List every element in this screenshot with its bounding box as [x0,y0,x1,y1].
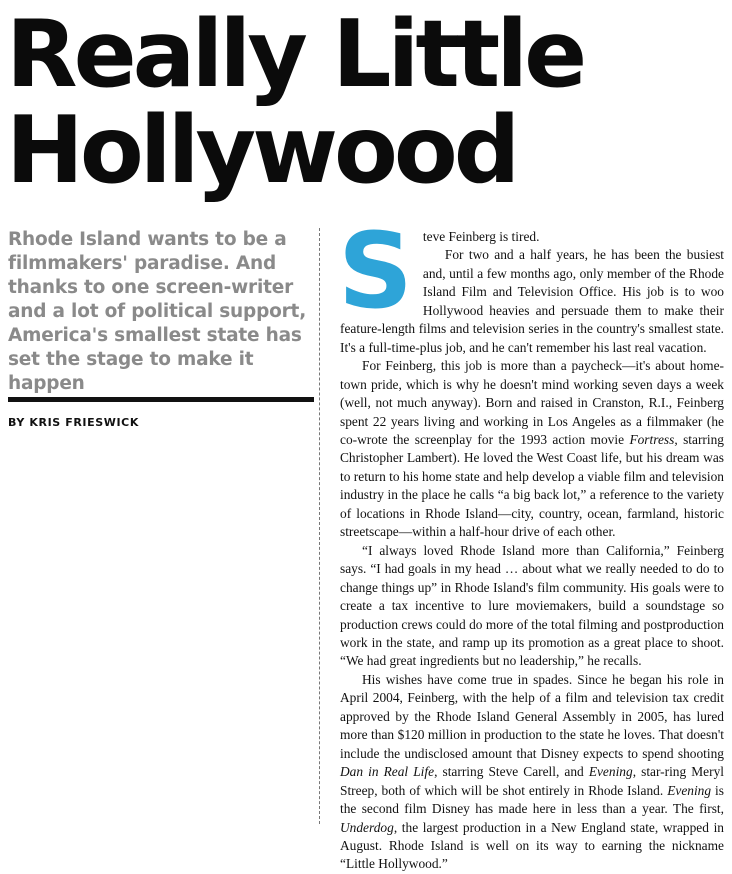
article-body [338,210,724,874]
paragraph-5 [340,671,724,874]
paragraph-3-text-a: For Feinberg, this job is more than a paycheck—it's about home-town pride, which is why he doesn't mind working seven days a week (well, not much anyway). Born and raised in Cranston, R.I., Feinberg spent 22 years living and working in Los Angeles as a filmmaker (he co-wrote the screenplay for the 1993 action movie [340,358,724,447]
paragraph-5-text-a: His wishes have come true in spades. Since he began his role in April 2004, Feinberg, with the help of a film and television tax credit approved by the Rhode Island General Assembly in 2005, has lured more than $120 million in production to the state he loves. That doesn't include the undisclosed amount that Disney expects to spend shooting [340,671,724,761]
paragraph-1: teve Feinberg is tired. [422,229,540,244]
headline [6,0,726,204]
film-title-evening-2: Evening [667,782,712,798]
headline-line-2: Hollywood [6,96,517,204]
paragraph-5-text-e: , the largest production in a New England state, wrapped in August. Rhode Island is well on its way to earning the nickname “Little Hollywood.” [340,819,724,872]
paragraph-2: For two and a half years, he has been the busiest and, until a few months ago, only member of the Rhode Island Film and Television Office. His job is to woo Hollywood heavies and persuade them to make their feature-length films and television series in the country's smallest state. It's a full-time-plus job, and he can't remember his last real vacation. [340,247,724,355]
paragraph-5-text-b: , starring Steve Carell, and [434,764,589,780]
paragraph-4: “I always loved Rhode Island more than California,” Feinberg says. “I had goals in my head … about what we really needed to do to change things up” in Rhode Island's film community. His goals were to create a tax incentive to lure moviemakers, build a soundstage so production crews could do more of the total filming and postproduction work in the state, and ramp up its promotion as a great place to shoot. “We had great ingredients but no leadership,” he recalls. [340,542,724,669]
drop-cap: S [338,210,413,332]
film-title-underdog: Underdog [340,819,394,835]
headline-line-1: Really Little [6,0,584,108]
film-title-fortress: Fortress [629,431,675,447]
paragraph-3 [340,357,724,542]
section-rule [8,397,314,402]
deck-subheadline: Rhode Island wants to be a filmmakers' paradise. And thanks to one screen-writer and a lot of political support, America's smallest state has set the stage to make it happen [8,229,307,394]
paragraph-3-text-b: , starring Christopher Lambert). He loved the West Coast life, but his dream was to return to his home state and help develop a viable film and television industry in the place he calls “a big back lot,” a reference to the variety of locations in Rhode Island—city, country, ocean, farmland, historic streetscape—within a half-hour drive of each other. [340,431,724,540]
film-title-dan-in-real-life: Dan in Real Life [340,764,435,780]
column-divider [319,228,320,824]
paragraph-5-text-d: is the second film Disney has made here in less than a year. The first, [340,782,724,817]
byline: BY KRIS FRIESWICK [8,416,139,429]
film-title-evening: Evening [588,764,633,780]
paragraph-5-text-c: , star-ring Meryl Streep, both of which will be shot entirely in Rhode Island. [340,764,724,798]
